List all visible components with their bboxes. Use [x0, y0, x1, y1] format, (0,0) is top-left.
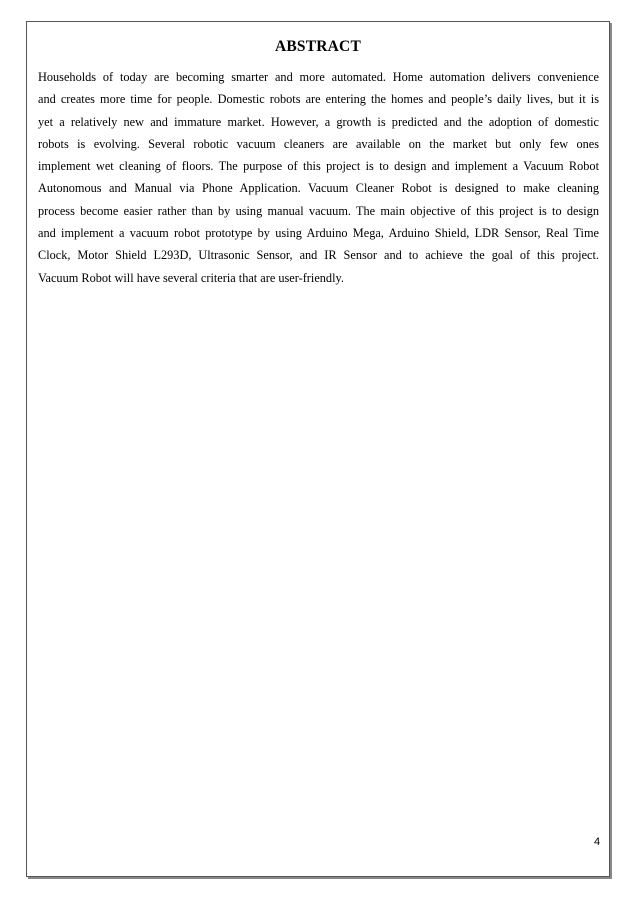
- abstract-body: [38, 66, 599, 289]
- abstract-line-3: yet a relatively new and immature market. However, a growth is predicted and the adoption of domestic: [38, 114, 599, 129]
- abstract-line-4: robots is evolving. Several robotic vacuum cleaners are available on the market but only few ones: [38, 136, 599, 151]
- abstract-line-9: Clock, Motor Shield L293D, Ultrasonic Sensor, and IR Sensor and to achieve the goal of this project.: [38, 248, 599, 263]
- abstract-line-2: and creates more time for people. Domestic robots are entering the homes and people’s daily lives, but it is: [38, 92, 599, 107]
- abstract-line-6: Autonomous and Manual via Phone Application. Vacuum Cleaner Robot is designed to make cleaning: [38, 181, 599, 196]
- abstract-line-1: Households of today are becoming smarter and more automated. Home automation delivers convenience: [38, 70, 599, 84]
- abstract-line-10: Vacuum Robot will have several criteria that are user-friendly.: [38, 270, 344, 285]
- abstract-line-8: and implement a vacuum robot prototype by using Arduino Mega, Arduino Shield, LDR Sensor, Real Time: [38, 226, 599, 241]
- page-number: 4: [594, 836, 601, 848]
- abstract-title: ABSTRACT: [274, 38, 361, 55]
- abstract-line-5: implement wet cleaning of floors. The purpose of this project is to design and implement a Vacuum Robot: [38, 159, 599, 174]
- abstract-line-7: process become easier rather than by using manual vacuum. The main objective of this project is to design: [38, 203, 599, 218]
